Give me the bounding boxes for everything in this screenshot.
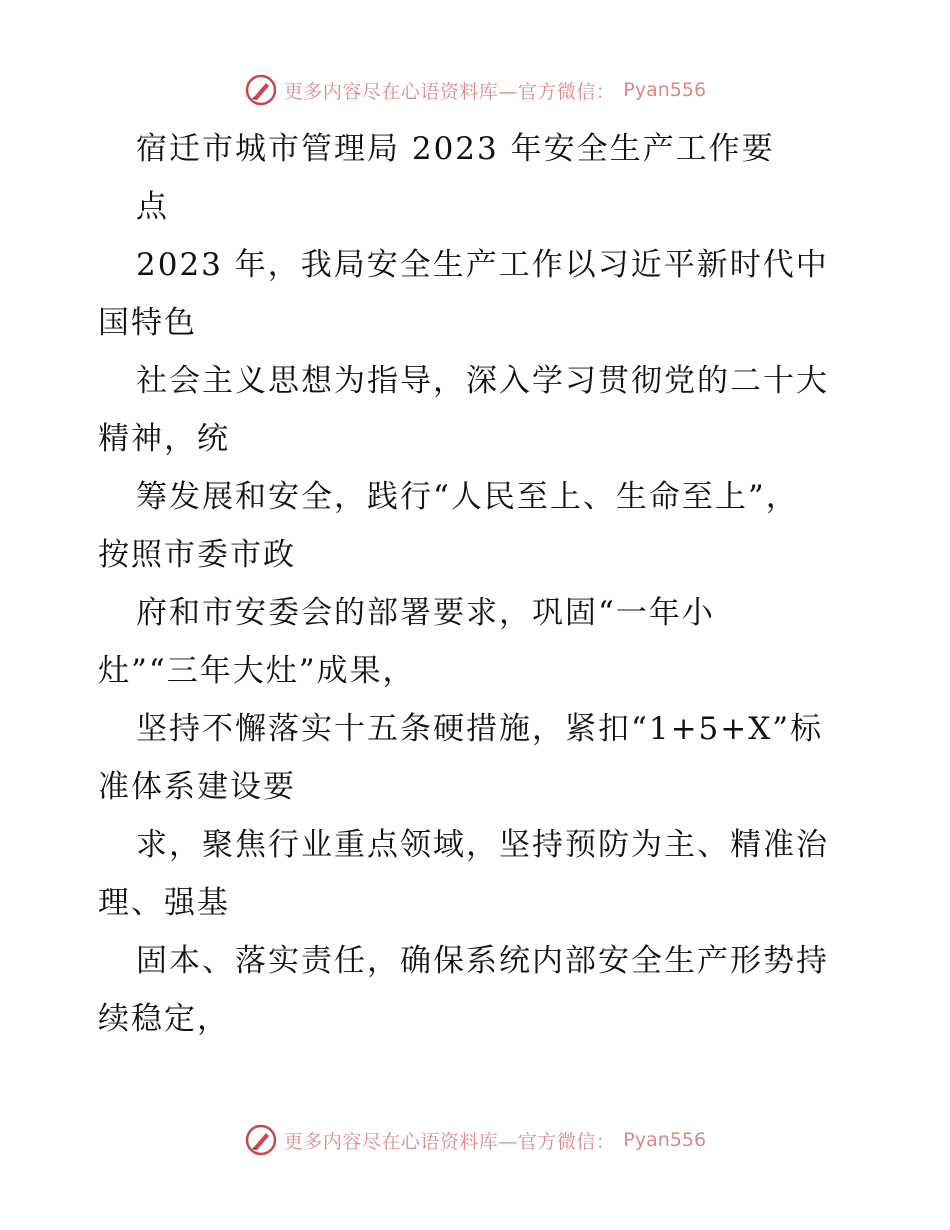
watermark-footer xyxy=(0,1120,950,1160)
doc-paragraph-line: 求，聚焦行业重点领域，坚持预防为主、精准治 xyxy=(136,827,829,863)
doc-paragraph-line: 精神，统 xyxy=(98,421,230,457)
doc-paragraph-line: 筹发展和安全，践行“人民至上、生命至上”， xyxy=(136,479,799,515)
doc-paragraph-line: 灶”“三年大灶”成果， xyxy=(98,653,416,689)
doc-paragraph-line: 理、强基 xyxy=(98,885,230,921)
watermark-text: 更多内容尽在心语资料库—官方微信： xyxy=(283,80,616,103)
watermark-wechat-id: Pyan556 xyxy=(623,79,707,101)
watermark-wechat-id: Pyan556 xyxy=(623,1129,707,1151)
pen-circle-logo-icon xyxy=(244,73,278,107)
doc-paragraph-line: 社会主义思想为指导，深入学习贯彻党的二十大 xyxy=(136,363,829,399)
doc-paragraph-line: 国特色 xyxy=(98,305,197,341)
doc-title-line-1: 宿迁市城市管理局 2023 年安全生产工作要 xyxy=(136,131,775,167)
doc-paragraph-line: 2023 年，我局安全生产工作以习近平新时代中 xyxy=(136,247,829,283)
doc-paragraph-line: 按照市委市政 xyxy=(98,537,296,573)
doc-title-line-2: 点 xyxy=(136,189,169,225)
pen-circle-logo-icon xyxy=(244,1123,278,1157)
doc-paragraph-line: 府和市安委会的部署要求，巩固“一年小 xyxy=(136,595,715,631)
watermark-header xyxy=(0,70,950,110)
doc-paragraph-line: 固本、落实责任，确保系统内部安全生产形势持 xyxy=(136,943,829,979)
doc-paragraph-line: 坚持不懈落实十五条硬措施，紧扣“1+5+X”标 xyxy=(136,711,824,747)
watermark-text: 更多内容尽在心语资料库—官方微信： xyxy=(283,1130,616,1153)
doc-paragraph-line: 续稳定， xyxy=(98,1001,230,1037)
doc-paragraph-line: 准体系建设要 xyxy=(98,769,296,805)
